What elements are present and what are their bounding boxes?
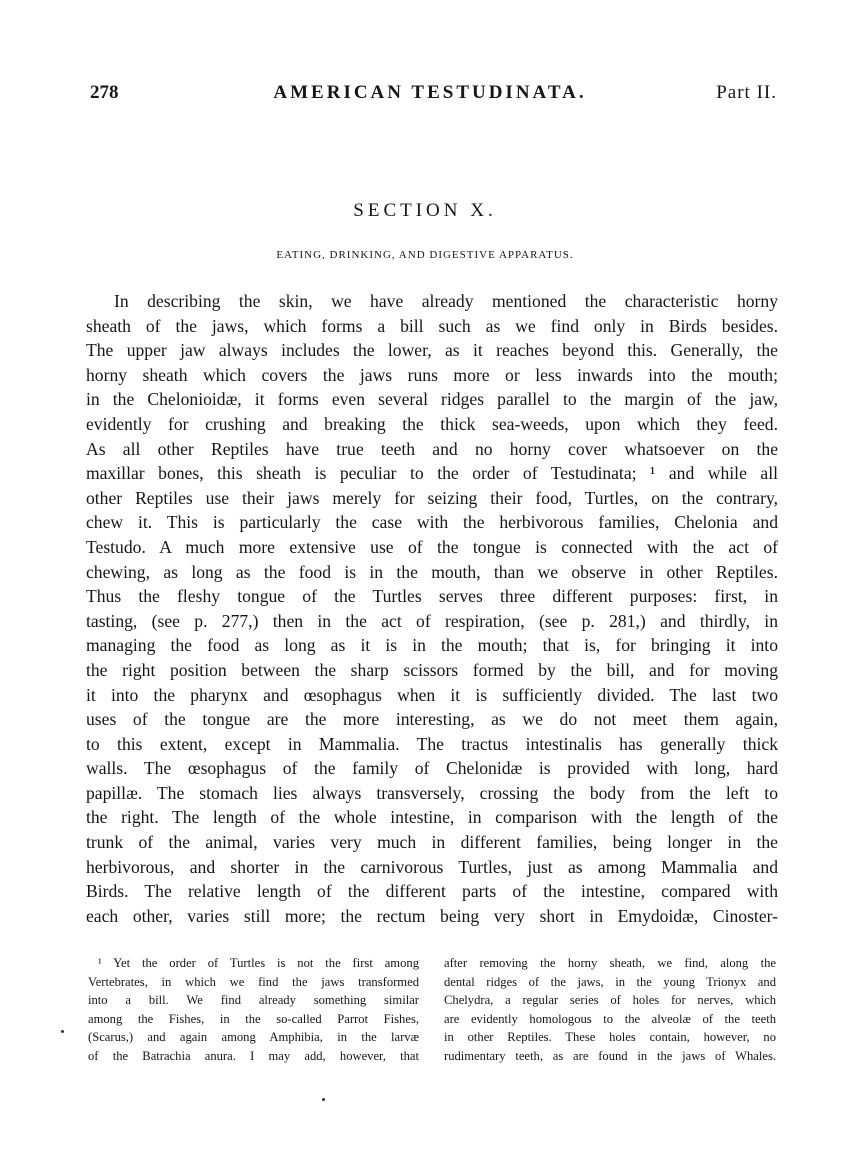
footnote-line: are evidently homologous to the alveolæ of the teeth: [444, 1011, 776, 1026]
print-speck: [61, 1030, 64, 1033]
footnote-column-left: [88, 954, 419, 1065]
footnote-line: among the Fishes, in the so-called Parrot Fishes,: [88, 1011, 419, 1026]
body-line: to this extent, except in Mammalia. The tractus intestinalis has generally thick: [86, 733, 778, 754]
body-line: each other, varies still more; the rectum being very short in Emydoidæ, Cinoster-: [86, 905, 778, 926]
footnote-line: dental ridges of the jaws, in the young Trionyx and: [444, 974, 776, 989]
body-line: trunk of the animal, varies very much in different families, being longer in the: [86, 832, 778, 853]
body-line: managing the food as long as it is in the mouth; that is, for bringing it into: [86, 635, 778, 656]
running-title: AMERICAN TESTUDINATA.: [273, 82, 587, 103]
body-line: uses of the tongue are the more interesting, as we do not meet them again,: [86, 709, 778, 730]
body-line: Birds. The relative length of the different parts of the intestine, compared with: [86, 881, 778, 902]
footnote-column-right: [444, 954, 776, 1065]
body-line: As all other Reptiles have true teeth and no horny cover whatsoever on the: [86, 438, 778, 459]
footnote-line: in other Reptiles. These holes contain, however, no: [444, 1030, 776, 1044]
body-line: chew it. This is particularly the case with the herbivorous families, Chelonia and: [86, 512, 778, 533]
footnote-line: ¹ Yet the order of Turtles is not the first among: [98, 956, 419, 970]
print-speck: [322, 1098, 325, 1101]
body-line: other Reptiles use their jaws merely for seizing their food, Turtles, on the contrary,: [86, 487, 778, 508]
body-line: sheath of the jaws, which forms a bill such as we find only in Birds besides.: [86, 315, 778, 336]
body-line: the right position between the sharp scissors formed by the bill, and for moving: [86, 659, 778, 680]
page-number: 278: [90, 82, 119, 103]
footnote-line: into a bill. We find already something similar: [88, 993, 419, 1007]
body-line: walls. The œsophagus of the family of Chelonidæ is provided with long, hard: [86, 758, 778, 779]
body-paragraph: [86, 289, 778, 928]
body-line: horny sheath which covers the jaws runs more or less inwards into the mouth;: [86, 364, 778, 385]
footnote-line: Vertebrates, in which we find the jaws transformed: [88, 974, 419, 989]
footnote-line: rudimentary teeth, as are found in the jaws of Whales.: [444, 1048, 776, 1063]
body-line: Thus the fleshy tongue of the Turtles serves three different purposes: first, in: [86, 586, 778, 607]
running-head: [0, 82, 850, 108]
body-line: The upper jaw always includes the lower, as it reaches beyond this. Generally, the: [86, 340, 778, 361]
body-line: Testudo. A much more extensive use of the tongue is connected with the act of: [86, 536, 778, 557]
body-line: in the Chelonioidæ, it forms even several ridges parallel to the margin of the jaw,: [86, 389, 778, 410]
body-line: the right. The length of the whole intestine, in comparison with the length of the: [86, 807, 778, 828]
body-line: it into the pharynx and œsophagus when it is sufficiently divided. The last two: [86, 684, 778, 705]
footnote-line: of the Batrachia anura. I may add, however, that: [88, 1048, 419, 1063]
body-line: papillæ. The stomach lies always transversely, crossing the body from the left to: [86, 782, 778, 803]
footnote-line: (Scarus,) and again among Amphibia, in the larvæ: [88, 1030, 419, 1044]
body-line: In describing the skin, we have already mentioned the characteristic horny: [114, 291, 778, 311]
part-label: Part II.: [716, 82, 777, 103]
body-line: herbivorous, and shorter in the carnivorous Turtles, just as among Mammalia and: [86, 856, 778, 877]
section-heading: SECTION X.: [353, 200, 497, 221]
section-subheading: EATING, DRINKING, AND DIGESTIVE APPARATUS.: [276, 249, 574, 261]
body-line: chewing, as long as the food is in the mouth, than we observe in other Reptiles.: [86, 561, 778, 582]
footnote-line: after removing the horny sheath, we find, along the: [444, 956, 776, 970]
footnote-line: Chelydra, a regular series of holes for nerves, which: [444, 993, 776, 1007]
body-line: tasting, (see p. 277,) then in the act of respiration, (see p. 281,) and thirdly, in: [86, 610, 778, 631]
body-line: evidently for crushing and breaking the thick sea-weeds, upon which they feed.: [86, 413, 778, 434]
body-line: maxillar bones, this sheath is peculiar to the order of Testudinata; ¹ and while all: [86, 463, 778, 484]
